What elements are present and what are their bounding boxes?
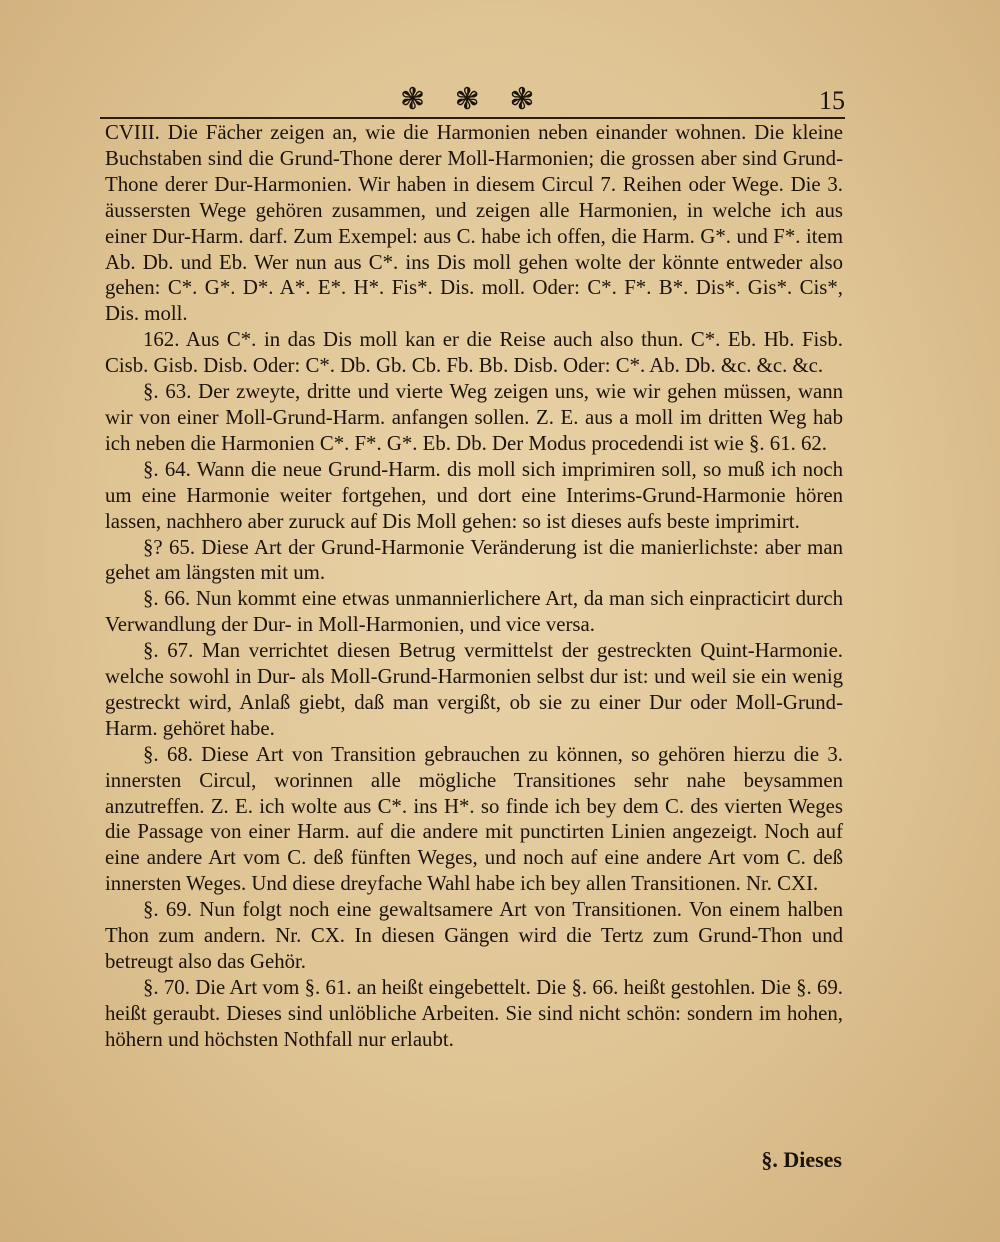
paragraph: §? 65. Diese Art der Grund-Harmonie Veränderung ist die manierlichste: aber man gehet am längsten mit um. <box>105 535 843 585</box>
page-body <box>105 120 843 1053</box>
paragraph: §. 68. Diese Art von Transition gebrauchen zu können, so gehören hierzu die 3. innersten Circul, worinnen alle mögliche Transitiones sehr nahe beysammen anzutreffen. Z. E. ich wolte aus C*. ins H*. so finde ich bey dem C. des vierten Weges die Passage von einer Harm. auf die andere mit punctirten Linien angezeigt. Noch auf eine andere Art vom C. deß fünften Weges, und noch auf eine andere Art vom C. deß innersten Weges. Und diese dreyfache Wahl habe ich bey allen Transitionen. Nr. CXI. <box>105 742 843 896</box>
paragraph: §. 63. Der zweyte, dritte und vierte Weg zeigen uns, wie wir gehen müssen, wann wir von einer Moll-Grund-Harm. anfangen sollen. Z. E. aus a moll im dritten Weg hab ich neben die Harmonien C*. F*. G*. Eb. Db. Der Modus procedendi ist wie §. 61. 62. <box>105 380 843 455</box>
header-rule <box>100 117 845 119</box>
page-number: 15 <box>819 86 845 115</box>
paragraph: §. 67. Man verrichtet diesen Betrug vermittelst der gestreckten Quint-Harmonie. welche sowohl in Dur- als Moll-Grund-Harmonien selbst dur ist: und weil sie ein wenig gestreckt wird, Anlaß giebt, daß man vergißt, ob sie zu einer Dur oder Moll-Grund-Harm. gehöret habe. <box>105 639 843 740</box>
page-header <box>100 82 845 122</box>
paragraph: §. 70. Die Art vom §. 61. an heißt eingebettelt. Die §. 66. heißt gestohlen. Die §. 69. heißt geraubt. Dieses sind unlöbliche Arbeiten. Sie sind nicht schön: sondern im hohen, höhern und höchsten Nothfall nur erlaubt. <box>105 975 843 1051</box>
catchword: §. Dieses <box>761 1147 842 1172</box>
paragraph: §. 66. Nun kommt eine etwas unmannierlichere Art, da man sich einpracticirt durch Verwandlung der Dur- in Moll-Harmonien, und vice versa. <box>105 587 843 637</box>
paragraph: 162. Aus C*. in das Dis moll kan er die Reise auch also thun. C*. Eb. Hb. Fisb. Cisb. Gisb. Disb. Oder: C*. Db. Gb. Cb. Fb. Bb. Disb. Oder: C*. Ab. Db. &c. &c. &c. <box>105 328 843 378</box>
paragraph: §. 64. Wann die neue Grund-Harm. dis moll sich imprimiren soll, so muß ich noch um eine Harmonie weiter fortgehen, und dort eine Interims-Grund-Harmonie hören lassen, nachhero aber zuruck auf Dis Moll gehen: so ist dieses aufs beste imprimirt. <box>105 457 843 533</box>
paragraph: §. 69. Nun folgt noch eine gewaltsamere Art von Transitionen. Von einem halben Thon zum andern. Nr. CX. In diesen Gängen wird die Tertz zum Grund-Thon und betreugt also das Gehör. <box>105 898 843 973</box>
ornament-icon: ❃ ❃ ❃ <box>400 82 545 117</box>
paragraph: CVIII. Die Fächer zeigen an, wie die Harmonien neben einander wohnen. Die kleine Buchstaben sind die Grund-Thone derer Moll-Harmonien; die grossen aber sind Grund-Thone derer Dur-Harmonien. Wir haben in diesem Circul 7. Reihen oder Wege. Die 3. äussersten Wege gehören zusammen, und zeigen alle Harmonien, in welche ich aus einer Dur-Harm. darf. Zum Exempel: aus C. habe ich offen, die Harm. G*. und F*. item Ab. Db. und Eb. Wer nun aus C*. ins Dis moll gehen wolte der könnte entweder also gehen: C*. G*. D*. A*. E*. H*. Fis*. Dis. moll. Oder: C*. F*. B*. Dis*. Gis*. Cis*, Dis. moll. <box>105 121 843 326</box>
